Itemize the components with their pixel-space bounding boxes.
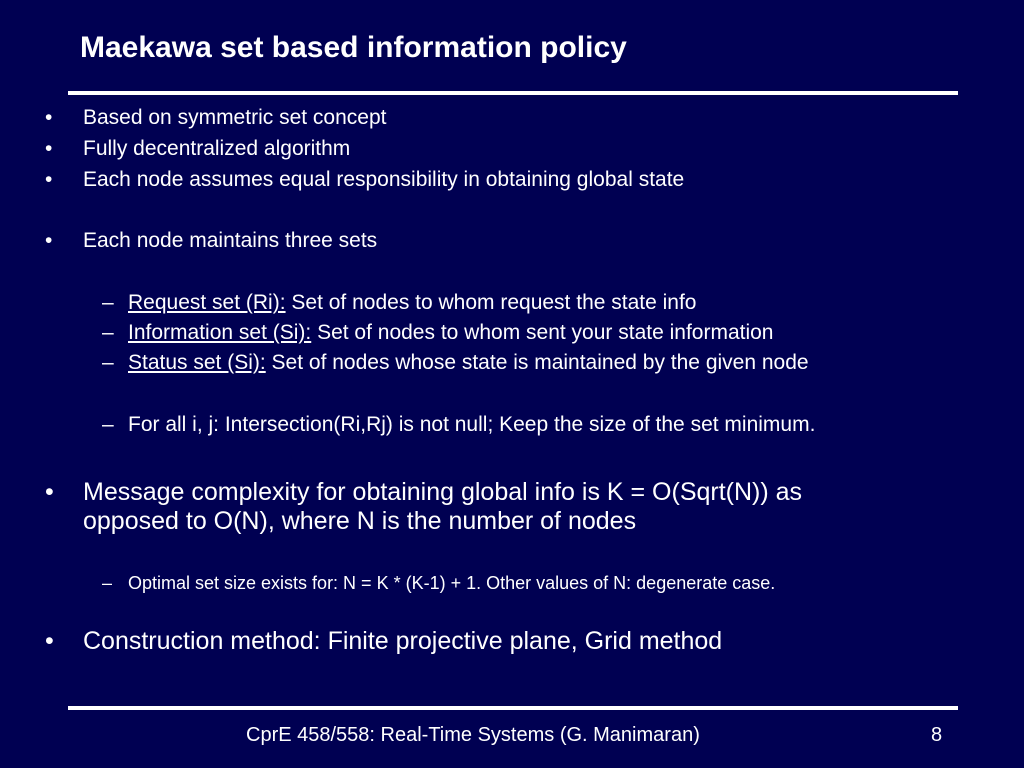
footer-course: CprE 458/558: Real-Time Systems (G. Manimaran) <box>246 724 700 746</box>
set-term: Status set (Si): <box>128 351 266 374</box>
page-number: 8 <box>931 724 943 746</box>
bullet-marker: • <box>45 478 54 506</box>
bullet-text: Each node maintains three sets <box>83 229 378 252</box>
dash-marker: – <box>102 351 114 374</box>
bullet-item <box>45 627 723 656</box>
bullet-marker: • <box>45 168 53 191</box>
set-description: Set of nodes to whom request the state info <box>285 291 697 314</box>
bullet-marker: • <box>45 106 53 129</box>
dash-marker: – <box>102 291 114 314</box>
bullet-text: Message complexity for obtaining global info is K = O(Sqrt(N)) as <box>83 478 803 506</box>
bullet-text: Each node assumes equal responsibility in obtaining global state <box>83 168 685 191</box>
bullet-text: Construction method: Finite projective plane, Grid method <box>83 627 723 655</box>
bullet-text: opposed to O(N), where N is the number of nodes <box>83 507 637 535</box>
sub-bullet-item <box>102 351 809 375</box>
bullet-marker: • <box>45 627 54 655</box>
dash-marker: – <box>102 413 114 436</box>
set-description: Set of nodes to whom sent your state information <box>311 321 774 344</box>
sub-bullet-text: For all i, j: Intersection(Ri,Rj) is not null; Keep the size of the set minimum. <box>128 413 816 436</box>
set-term: Request set (Ri): <box>128 291 286 314</box>
bullet-continuation <box>83 507 636 536</box>
bullet-item <box>45 106 387 130</box>
top-divider <box>68 91 958 95</box>
sub-bullet-text: Optimal set size exists for: N = K * (K-1) + 1. Other values of N: degenerate case. <box>128 573 776 593</box>
sub-bullet-item <box>102 573 776 594</box>
bullet-item <box>45 137 351 161</box>
dash-marker: – <box>102 321 114 344</box>
bullet-text: Based on symmetric set concept <box>83 106 387 129</box>
set-description: Set of nodes whose state is maintained by the given node <box>265 351 809 374</box>
slide-title: Maekawa set based information policy <box>80 31 627 64</box>
bullet-text: Fully decentralized algorithm <box>83 137 351 160</box>
sub-bullet-item <box>102 291 697 315</box>
bullet-item <box>45 229 378 253</box>
set-term: Information set (Si): <box>128 321 312 344</box>
bullet-item <box>45 478 803 507</box>
bullet-marker: • <box>45 137 53 160</box>
dash-marker: – <box>102 573 113 593</box>
bullet-item <box>45 168 685 192</box>
sub-bullet-item <box>102 321 774 345</box>
bottom-divider <box>68 706 958 710</box>
sub-bullet-item <box>102 413 816 437</box>
bullet-marker: • <box>45 229 53 252</box>
